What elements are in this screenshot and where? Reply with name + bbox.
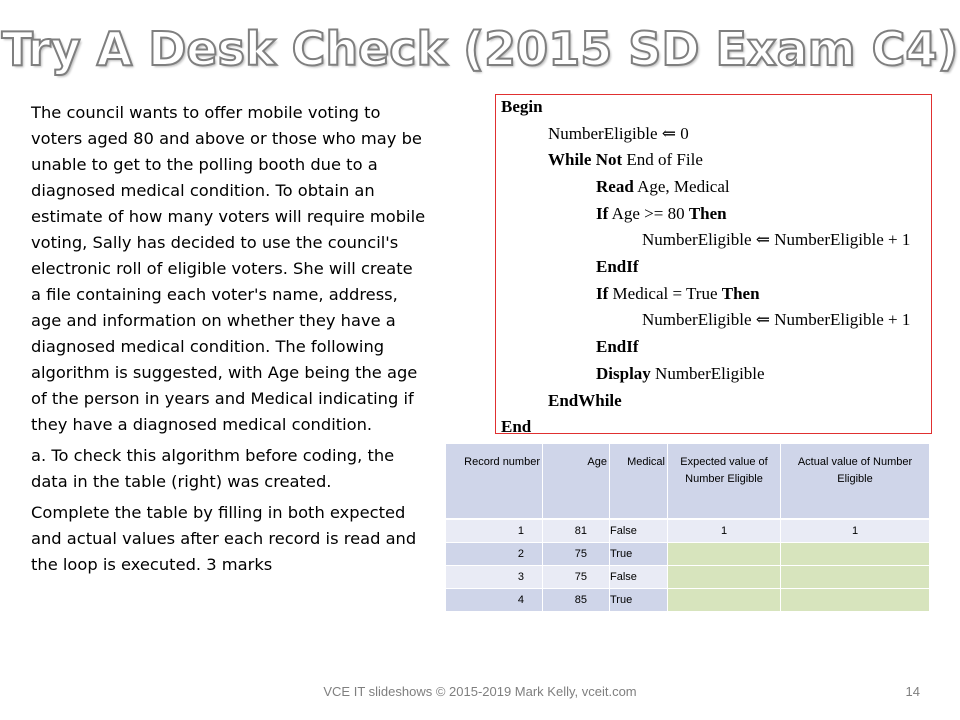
algo-line-begin: Begin bbox=[501, 97, 543, 116]
algo-line-increment-age: NumberEligible ⇐ NumberEligible + 1 bbox=[642, 230, 911, 249]
cell-age: 85 bbox=[543, 589, 610, 612]
algo-line-display: Display NumberEligible bbox=[596, 364, 765, 383]
question-paragraph-a: a. To check this algorithm before coding, the data in the table (right) was created. bbox=[31, 446, 395, 491]
table-header-row bbox=[446, 444, 930, 520]
cell-medical: True bbox=[610, 589, 668, 612]
cell-medical: False bbox=[610, 566, 668, 589]
algo-line-init: NumberEligible ⇐ 0 bbox=[548, 124, 689, 143]
page-number: 14 bbox=[905, 684, 920, 699]
footer-credit: VCE IT slideshows © 2015-2019 Mark Kelly, vceit.com bbox=[323, 684, 637, 699]
cell-record: 1 bbox=[446, 520, 543, 543]
algo-line-end: End bbox=[501, 417, 532, 434]
table-row bbox=[446, 543, 930, 566]
question-text bbox=[31, 100, 426, 583]
cell-record: 3 bbox=[446, 566, 543, 589]
slide-title: Try A Desk Check (2015 SD Exam C4) bbox=[1, 22, 959, 76]
cell-expected-input[interactable] bbox=[668, 589, 781, 612]
algo-line-endif-1: EndIf bbox=[596, 257, 639, 276]
algorithm-box bbox=[495, 94, 932, 434]
algo-line-read: Read Age, Medical bbox=[596, 177, 730, 196]
table-row bbox=[446, 520, 930, 543]
cell-expected-input[interactable] bbox=[668, 566, 781, 589]
cell-actual-input[interactable] bbox=[781, 543, 930, 566]
table-row bbox=[446, 589, 930, 612]
header-actual: Actual value of Number Eligible bbox=[781, 444, 930, 520]
header-medical: Medical bbox=[610, 444, 668, 520]
cell-actual-input[interactable] bbox=[781, 589, 930, 612]
cell-record: 4 bbox=[446, 589, 543, 612]
table-row bbox=[446, 566, 930, 589]
cell-expected-input[interactable] bbox=[668, 543, 781, 566]
algo-line-if-age: If Age >= 80 Then bbox=[596, 204, 727, 223]
header-age: Age bbox=[543, 444, 610, 520]
question-paragraph-instructions: Complete the table by filling in both expected and actual values after each record is read and the loop is executed. 3 marks bbox=[31, 503, 417, 574]
cell-age: 81 bbox=[543, 520, 610, 543]
algo-line-endif-2: EndIf bbox=[596, 337, 639, 356]
cell-actual: 1 bbox=[781, 520, 930, 543]
header-record-number: Record number bbox=[446, 444, 543, 520]
cell-medical: False bbox=[610, 520, 668, 543]
algo-line-while: While Not End of File bbox=[548, 150, 703, 169]
cell-age: 75 bbox=[543, 566, 610, 589]
cell-expected: 1 bbox=[668, 520, 781, 543]
cell-age: 75 bbox=[543, 543, 610, 566]
algo-line-increment-medical: NumberEligible ⇐ NumberEligible + 1 bbox=[642, 310, 911, 329]
question-paragraph-intro: The council wants to offer mobile voting to voters aged 80 and above or those who may be unable to get to the polling booth due to a diagnosed medical condition. To obtain an estimate of how many voters will require mobile voting, Sally has decided to use the council's electronic roll of eligible voters. She will create a file containing each voter's name, address, age and information on whether they have a diagnosed medical condition. The following algorithm is suggested, with Age being the age of the person in years and Medical indicating if they have a diagnosed medical condition. bbox=[31, 103, 426, 434]
cell-medical: True bbox=[610, 543, 668, 566]
header-expected: Expected value of Number Eligible bbox=[668, 444, 781, 520]
algo-line-if-medical: If Medical = True Then bbox=[596, 284, 760, 303]
algo-line-endwhile: EndWhile bbox=[548, 391, 622, 410]
cell-record: 2 bbox=[446, 543, 543, 566]
desk-check-table bbox=[446, 444, 930, 612]
cell-actual-input[interactable] bbox=[781, 566, 930, 589]
